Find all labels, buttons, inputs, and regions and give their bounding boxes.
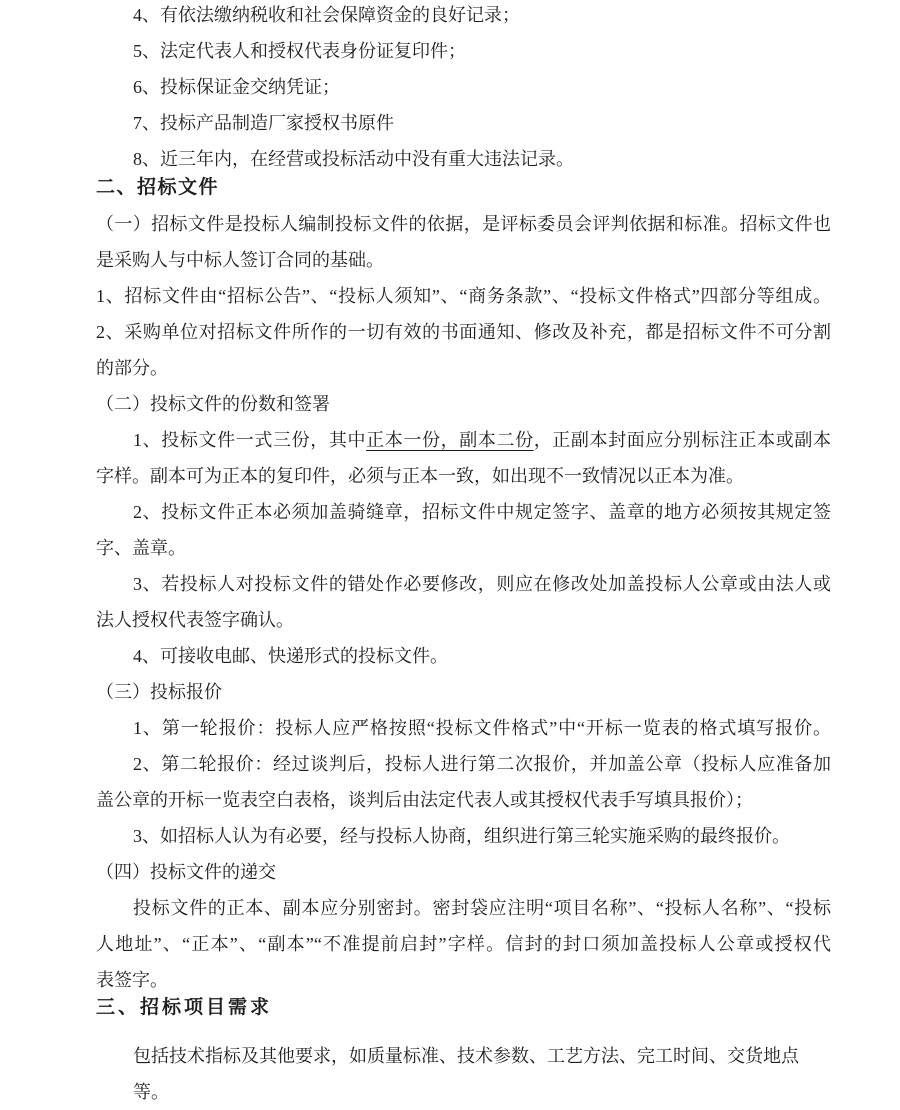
paragraph-line: 2、采购单位对招标文件所作的一切有效的书面通知、修改及补充，都是招标文件不可分割 bbox=[96, 322, 831, 342]
paragraph-line: 3、若投标人对投标文件的错处作必要修改，则应在修改处加盖投标人公章或由法人或 bbox=[133, 574, 831, 594]
paragraph-line: 1、第一轮报价：投标人应严格按照“投标文件格式”中“开标一览表的格式填写报价。 bbox=[133, 718, 831, 738]
paragraph-line: 2、投标文件正本必须加盖骑缝章，招标文件中规定签字、盖章的地方必须按其规定签 bbox=[133, 502, 831, 522]
paragraph-line: 表签字。 bbox=[96, 970, 168, 990]
list-item-4: 4、有依法缴纳税收和社会保障资金的良好记录； bbox=[133, 5, 520, 25]
paragraph-line bbox=[96, 422, 831, 458]
section-2-heading: 二、招标文件 bbox=[96, 177, 220, 198]
paragraph-line: 字样。副本可为正本的复印件，必须与正本一致，如出现不一致情况以正本为准。 bbox=[96, 466, 744, 486]
list-item-8: 8、近三年内，在经营或投标活动中没有重大违法记录。 bbox=[133, 149, 574, 169]
paragraph-line: 字、盖章。 bbox=[96, 538, 186, 558]
subsection-2-heading: （二）投标文件的份数和签署 bbox=[96, 394, 330, 414]
list-item-7: 7、投标产品制造厂家授权书原件 bbox=[133, 113, 394, 133]
paragraph-line: 人地址”、“正本”、“副本”“不准提前启封”字样。信封的封口须加盖投标人公章或授权代 bbox=[96, 934, 831, 954]
paragraph-line: 投标文件的正本、副本应分别密封。密封袋应注明“项目名称”、“投标人名称”、“投标 bbox=[133, 898, 831, 918]
paragraph-line: 的部分。 bbox=[96, 358, 168, 378]
paragraph-line: 是采购人与中标人签订合同的基础。 bbox=[96, 250, 384, 270]
paragraph-line: 包括技术指标及其他要求，如质量标准、技术参数、工艺方法、完工时间、交货地点等。 bbox=[133, 1046, 799, 1102]
paragraph-line: 2、第二轮报价：经过谈判后，投标人进行第二次报价，并加盖公章（投标人应准备加 bbox=[133, 754, 831, 774]
paragraph-line: 盖公章的开标一览表空白表格，谈判后由法定代表人或其授权代表手写填具报价）； bbox=[96, 790, 753, 810]
subsection-3-heading: （三）投标报价 bbox=[96, 682, 222, 702]
paragraph-line: 3、如招标人认为有必要，经与投标人协商，组织进行第三轮实施采购的最终报价。 bbox=[133, 826, 790, 846]
list-item-6: 6、投标保证金交纳凭证； bbox=[133, 77, 340, 97]
paragraph-line: （一）招标文件是投标人编制投标文件的依据，是评标委员会评判依据和标准。招标文件也 bbox=[96, 214, 831, 234]
paragraph-line: 4、可接收电邮、快递形式的投标文件。 bbox=[133, 646, 448, 666]
subsection-4-heading: （四）投标文件的递交 bbox=[96, 862, 276, 882]
paragraph-line: 1、招标文件由“招标公告”、“投标人须知”、“商务条款”、“投标文件格式”四部分等组成。 bbox=[96, 286, 831, 306]
text-segment: ，正副本封面应分别标注正本或副本 bbox=[533, 430, 832, 450]
paragraph-line: 法人授权代表签字确认。 bbox=[96, 610, 294, 630]
list-item-5: 5、法定代表人和授权代表身份证复印件； bbox=[133, 41, 466, 61]
underlined-text: 正本一份，副本二份 bbox=[366, 430, 534, 450]
document-body bbox=[96, 0, 831, 1110]
section-3-heading: 三、招标项目需求 bbox=[96, 997, 273, 1018]
text-segment: 1、投标文件一式三份，其中 bbox=[133, 430, 367, 450]
